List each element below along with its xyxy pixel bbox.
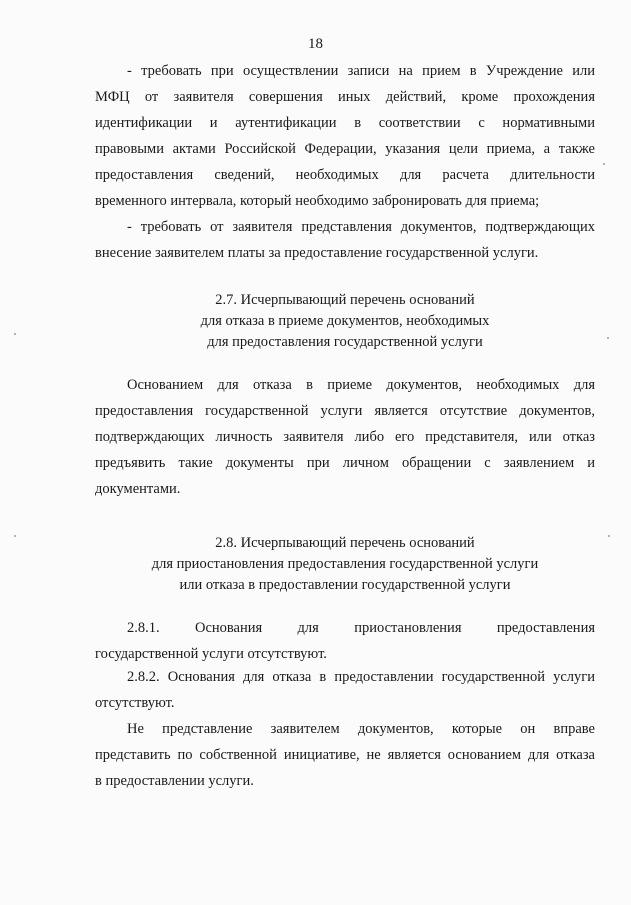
text-line: представить по собственной инициативе, не является основанием для отказа (95, 747, 595, 763)
text-line: документами. (95, 481, 181, 497)
scan-speck (607, 337, 609, 339)
text-line: 2.8.2. Основания для отказа в предоставлении государственной услуги (127, 669, 595, 685)
section-2-8-heading (95, 533, 595, 596)
heading-line: для предоставления государственной услуги (207, 334, 483, 350)
text-line: предъявить такие документы при личном обращении с заявлением и (95, 455, 595, 471)
text-line: государственной услуги отсутствуют. (95, 646, 327, 662)
text-line: подтверждающих личность заявителя либо его представителя, или отказ (95, 429, 595, 445)
text-line: МФЦ от заявителя совершения иных действий, кроме прохождения (95, 89, 595, 105)
text-line: - требовать от заявителя представления документов, подтверждающих (127, 219, 595, 235)
scan-speck (603, 163, 605, 165)
text-line: внесение заявителем платы за предоставление государственной услуги. (95, 245, 539, 261)
text-line: - требовать при осуществлении записи на прием в Учреждение или (127, 63, 595, 79)
closing-paragraph (95, 716, 595, 794)
text-line: временного интервала, который необходимо забронировать для приема; (95, 193, 540, 209)
heading-line: 2.7. Исчерпывающий перечень оснований (215, 292, 475, 308)
text-line: идентификации и аутентификации в соответствии с нормативными (95, 115, 595, 131)
clause-2-8-2 (95, 664, 595, 716)
section-2-7-body (95, 372, 595, 502)
text-line: Основанием для отказа в приеме документов, необходимых для (127, 377, 595, 393)
requirements-paragraphs (95, 58, 595, 266)
clause-2-8-1 (95, 615, 595, 667)
text-line: правовыми актами Российской Федерации, указания цели приема, а также (95, 141, 595, 157)
heading-line: 2.8. Исчерпывающий перечень оснований (215, 535, 475, 551)
section-2-7-heading (95, 290, 595, 353)
heading-line: для приостановления предоставления государственной услуги (151, 556, 539, 572)
text-line: в предоставлении услуги. (95, 773, 254, 789)
text-line: предоставления государственной услуги является отсутствие документов, (95, 403, 595, 419)
text-line: 2.8.1. Основания для приостановления предоставления (127, 620, 595, 636)
text-line: Не представление заявителем документов, которые он вправе (127, 721, 595, 737)
text-line: предоставления сведений, необходимых для расчета длительности (95, 167, 595, 183)
scan-speck (14, 535, 16, 537)
heading-line: для отказа в приеме документов, необходимых (200, 313, 490, 329)
scan-speck (608, 535, 610, 537)
heading-line: или отказа в предоставлении государственной услуги (179, 577, 511, 593)
text-line: отсутствуют. (95, 695, 175, 711)
page-number: 18 (308, 36, 323, 52)
scan-speck (14, 333, 16, 335)
